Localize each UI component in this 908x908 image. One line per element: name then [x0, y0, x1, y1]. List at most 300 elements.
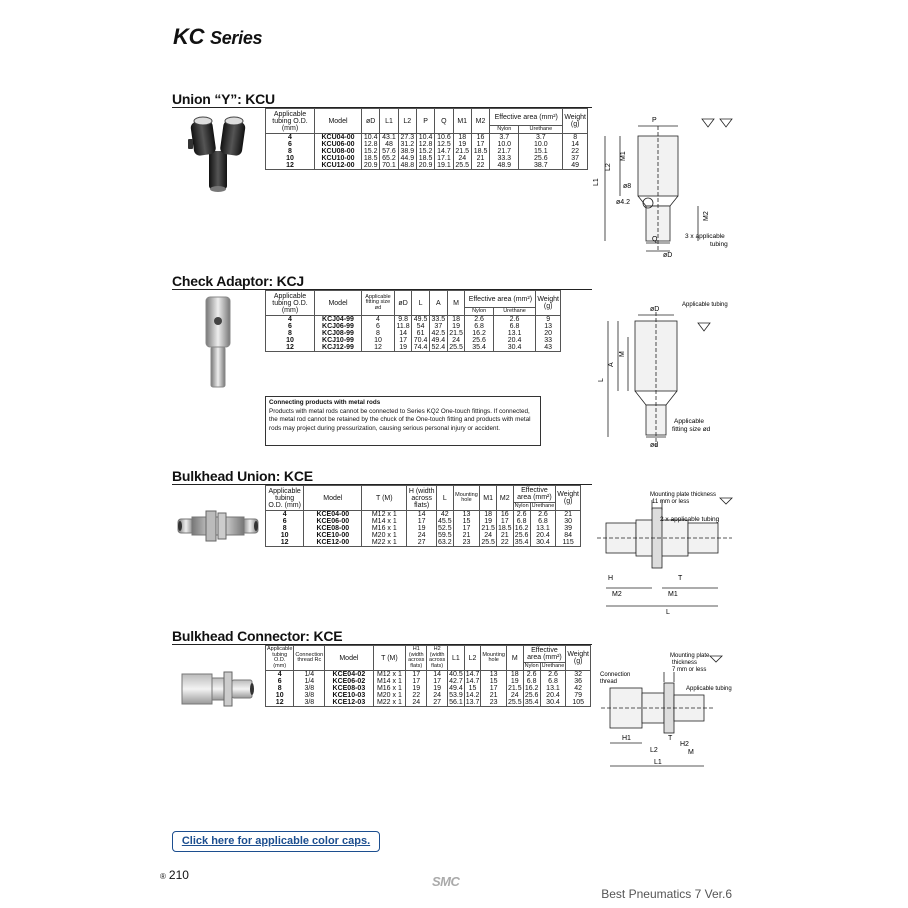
table-cell: 1/4	[294, 671, 325, 679]
dim-label: 7 mm or less	[672, 667, 707, 673]
table-cell: 13	[453, 511, 480, 519]
table-cell: 18	[480, 511, 497, 519]
table-cell: 115	[556, 539, 581, 547]
dim-label: M2	[612, 591, 622, 598]
table-cell: 30.4	[540, 699, 566, 707]
table-cell: 35.4	[514, 539, 529, 546]
col-header: Model	[315, 291, 362, 316]
table-cell: 19	[427, 685, 448, 692]
table-cell: 15	[481, 678, 507, 685]
table-cell: 70.4	[412, 337, 430, 344]
kce-connector-spec-table	[265, 645, 591, 707]
table-row	[266, 692, 591, 699]
table-cell: 30	[556, 518, 581, 525]
table-cell: 2.6	[540, 671, 566, 679]
color-caps-link[interactable]: Click here for applicable color caps.	[172, 831, 380, 852]
table-cell: 6.8	[530, 518, 556, 525]
table-row	[266, 162, 588, 170]
table-cell: 30.4	[530, 539, 556, 547]
table-cell: 13.1	[540, 685, 566, 692]
kcu-dimension-drawing	[590, 111, 750, 261]
dim-label: T	[668, 735, 673, 742]
table-row	[266, 532, 581, 539]
table-cell: KCE08-00	[304, 525, 362, 532]
col-header: Urethane	[541, 662, 565, 669]
dim-label: A	[608, 362, 615, 367]
table-cell: 42.5	[429, 330, 447, 337]
table-row	[266, 525, 581, 532]
table-cell: 21.5	[447, 330, 465, 337]
col-header: M1	[453, 109, 471, 134]
table-cell: 27	[427, 699, 448, 707]
table-cell: 21	[481, 692, 507, 699]
col-header: Applicable tubing O.D. (mm)	[267, 646, 293, 669]
table-row	[266, 678, 591, 685]
table-cell: 61	[412, 330, 430, 337]
table-cell: 24	[407, 532, 437, 539]
col-header: Model	[325, 646, 373, 671]
table-cell: 14.7	[435, 148, 453, 155]
table-row	[266, 518, 581, 525]
dim-label: L	[666, 609, 670, 616]
table-cell: 49.4	[449, 685, 463, 692]
table-row	[266, 539, 581, 547]
footer-catalog-title: Best Pneumatics 7 Ver.6	[601, 887, 732, 901]
dim-label: P	[652, 117, 657, 124]
table-cell: 18.5	[416, 155, 434, 162]
table-cell: 22	[406, 692, 427, 699]
table-cell: 19.1	[435, 162, 453, 170]
table-cell: 9.8	[395, 316, 412, 324]
table-cell: 53.9	[449, 692, 463, 699]
col-header: Weight (g)	[536, 291, 561, 316]
table-row	[266, 316, 561, 324]
table-cell: 18	[506, 671, 523, 679]
table-cell: 6.8	[493, 323, 536, 330]
table-cell: 25.6	[465, 337, 493, 344]
table-cell: 12	[266, 699, 294, 707]
table-cell: 1/4	[294, 678, 325, 685]
note-title: Connecting products with metal rods	[269, 399, 381, 406]
table-cell: 105	[566, 699, 591, 707]
table-cell: 17	[395, 337, 412, 344]
kcu-spec-table	[265, 108, 588, 170]
table-cell: 12.5	[435, 141, 453, 148]
table-cell: 8	[266, 148, 315, 155]
table-cell: 17.1	[435, 155, 453, 162]
table-cell: 2.6	[523, 671, 540, 679]
table-cell: 9	[536, 316, 561, 324]
table-cell: 17	[406, 671, 427, 679]
dim-label: 3 x applicable	[685, 233, 725, 240]
table-cell: M16 x 1	[362, 525, 407, 532]
table-cell: 43	[536, 344, 561, 352]
table-cell: KCE06-02	[325, 678, 373, 685]
table-cell: 49.4	[429, 337, 447, 344]
table-cell: M12 x 1	[373, 671, 406, 679]
col-header: Nylon	[465, 308, 493, 316]
table-cell: 56.1	[449, 699, 463, 706]
table-cell: 25.6	[524, 692, 539, 699]
col-header: M1	[480, 486, 497, 511]
kcj-spec-table	[265, 290, 561, 352]
table-cell: 8	[266, 685, 294, 692]
col-header: L	[412, 291, 430, 316]
table-cell: M20 x 1	[373, 692, 406, 699]
table-cell: 54	[412, 323, 430, 330]
table-cell: 10.4	[416, 134, 434, 142]
table-cell: KCE04-02	[325, 671, 373, 679]
table-cell: 25.6	[519, 155, 563, 162]
table-cell: KCE04-00	[304, 511, 362, 519]
kce-dimension-drawing	[592, 488, 752, 618]
table-cell: 16.2	[465, 330, 493, 337]
section-title-kce-connector: Bulkhead Connector: KCE	[172, 628, 343, 644]
table-cell: 15.1	[519, 148, 563, 155]
table-cell: 33.5	[429, 316, 447, 324]
table-cell: 19	[453, 141, 471, 148]
table-cell: 10	[266, 532, 304, 539]
table-cell: 4	[266, 671, 294, 679]
table-cell: 27.3	[398, 134, 416, 142]
table-cell: 21	[453, 532, 480, 539]
dim-label: H	[608, 575, 614, 582]
table-cell: 3/8	[294, 692, 325, 699]
table-cell: 22	[563, 148, 588, 155]
table-cell: 33	[536, 337, 561, 344]
table-row	[266, 337, 561, 344]
table-cell: 13.7	[465, 699, 480, 706]
col-header: Nylon	[524, 662, 539, 669]
table-cell: 42	[566, 685, 591, 692]
table-cell: 12	[266, 162, 315, 170]
dim-label: Mounting plate	[670, 653, 710, 659]
table-cell: 19	[407, 525, 437, 532]
dim-label: T	[678, 575, 683, 582]
table-cell: 20	[536, 330, 561, 337]
kce-connector-dimension-drawing	[596, 648, 756, 773]
table-row	[266, 323, 561, 330]
table-cell: M14 x 1	[362, 518, 407, 525]
col-header: Model	[315, 109, 362, 134]
table-cell: 4	[266, 316, 315, 324]
dim-label: L	[598, 378, 605, 382]
table-row	[266, 155, 588, 162]
table-cell: 42	[436, 511, 453, 519]
table-cell: KCU06-00	[315, 141, 362, 148]
kce-product-photo	[176, 510, 260, 542]
table-cell: 57.6	[380, 148, 398, 155]
table-cell: 3/8	[294, 685, 325, 692]
table-cell: 35.4	[465, 344, 493, 352]
table-cell: 32	[566, 671, 591, 679]
table-cell: 22	[471, 162, 489, 170]
dim-label: M1	[620, 151, 627, 161]
table-cell: 14	[395, 330, 412, 337]
col-header: H2 (width across flats)	[427, 646, 448, 671]
table-cell: 24	[427, 692, 448, 699]
table-cell: 17	[471, 141, 489, 148]
table-cell: 38.7	[519, 162, 563, 170]
table-cell: 14	[563, 141, 588, 148]
table-cell: 6	[266, 518, 304, 525]
col-header: T (M)	[373, 646, 406, 671]
dim-label: Q	[652, 236, 658, 243]
table-cell: 12	[266, 539, 304, 547]
table-cell: KCJ10-99	[315, 337, 362, 344]
dim-label: Connection	[600, 672, 631, 678]
col-header: L2	[398, 109, 416, 134]
table-cell: 12.8	[416, 141, 434, 148]
table-cell: 25.6	[514, 532, 529, 539]
dim-label: M	[688, 749, 694, 756]
dim-label: L2	[650, 747, 658, 754]
dim-label: Applicable tubing	[682, 302, 728, 308]
table-cell: 4	[266, 134, 315, 142]
table-cell: 17	[406, 678, 427, 685]
table-cell: KCE10-03	[325, 692, 373, 699]
table-cell: 2.6	[493, 316, 536, 324]
table-cell: 52.5	[437, 525, 452, 532]
table-cell: 18.5	[362, 155, 380, 162]
section-title-kcu: Union “Y”: KCU	[172, 91, 275, 107]
table-cell: 19	[506, 678, 523, 685]
dim-label: 2 x applicable tubing	[660, 516, 720, 523]
table-cell: 10	[266, 337, 315, 344]
table-cell: 36	[566, 678, 591, 685]
page-number: ® 210	[160, 868, 189, 882]
series-title: KC Series	[173, 24, 263, 49]
table-cell: M22 x 1	[362, 539, 407, 547]
table-cell: 16	[471, 134, 489, 142]
table-cell: 23	[481, 699, 507, 707]
table-cell: 19	[406, 685, 427, 692]
table-cell: 17	[407, 518, 437, 525]
table-cell: 3.7	[490, 134, 519, 142]
table-cell: 13	[536, 323, 561, 330]
table-cell: KCE08-03	[325, 685, 373, 692]
col-header: Applicable tubing O.D. (mm)	[266, 109, 315, 134]
table-cell: 65.2	[380, 155, 398, 162]
col-header: Nylon	[514, 502, 529, 509]
table-cell: 2.6	[530, 511, 556, 519]
col-header: Mounting hole	[453, 486, 480, 511]
table-cell: 48.8	[398, 162, 416, 170]
table-cell: 21	[556, 511, 581, 519]
dim-label: 11 mm or less	[652, 499, 690, 505]
table-cell: 23	[453, 539, 480, 547]
table-cell: 2.6	[465, 316, 493, 324]
table-cell: 27	[407, 539, 437, 547]
table-cell: 25.5	[447, 344, 465, 352]
col-header: L2	[464, 646, 481, 671]
table-row	[266, 141, 588, 148]
dim-label: ø8	[623, 183, 632, 190]
table-cell: 6	[266, 678, 294, 685]
dim-label: Mounting plate thickness	[650, 492, 717, 498]
table-cell: 52.4	[429, 344, 447, 352]
col-header: Applicable tubing O.D. (mm)	[266, 291, 315, 316]
table-cell: 6.8	[523, 678, 540, 685]
table-cell: 10.6	[435, 134, 453, 142]
table-cell: 20.4	[530, 532, 556, 539]
col-header: A	[429, 291, 447, 316]
table-cell: 8	[266, 330, 315, 337]
table-cell: 6.8	[465, 323, 493, 330]
table-cell: 21.5	[507, 685, 522, 692]
dim-label: Applicable tubing	[686, 686, 732, 692]
table-cell: 8	[266, 525, 304, 532]
table-cell: 2.6	[513, 511, 530, 519]
dim-label: Applicable	[674, 418, 704, 425]
table-cell: 14.2	[465, 692, 480, 699]
table-cell: 14.7	[465, 678, 480, 685]
table-cell: 17	[496, 518, 513, 525]
table-cell: 6	[362, 323, 395, 330]
table-cell: 35.4	[524, 699, 539, 706]
table-cell: 15.2	[416, 148, 434, 155]
table-cell: 18	[447, 316, 465, 324]
table-cell: M22 x 1	[373, 699, 406, 707]
col-header: M2	[471, 109, 489, 134]
table-cell: 21	[496, 532, 513, 539]
table-cell: 59.5	[437, 532, 452, 539]
dim-label: H2	[680, 741, 689, 748]
col-header: M	[447, 291, 465, 316]
table-cell: KCU04-00	[315, 134, 362, 142]
table-cell: 49	[563, 162, 588, 170]
table-cell: 37	[563, 155, 588, 162]
table-cell: 4	[266, 511, 304, 519]
col-header: H (width across flats)	[408, 487, 435, 509]
table-cell: 42.7	[449, 678, 463, 685]
col-header: L1	[380, 109, 398, 134]
table-cell: 22	[496, 539, 513, 547]
table-cell: 10.0	[519, 141, 563, 148]
table-cell: 6.8	[513, 518, 530, 525]
col-header: Weight (g)	[566, 646, 591, 671]
table-cell: 33.3	[490, 155, 519, 162]
table-row	[266, 671, 591, 679]
table-cell: 16	[496, 511, 513, 519]
dim-label: L1	[593, 178, 600, 186]
col-header: M	[506, 646, 523, 671]
col-header: Effective area (mm²)	[513, 486, 556, 503]
table-cell: 16.2	[524, 685, 539, 692]
table-cell: 79	[566, 692, 591, 699]
table-cell: 10	[266, 155, 315, 162]
col-header: Urethane	[493, 308, 536, 316]
table-cell: 15	[453, 518, 480, 525]
table-cell: 25.5	[453, 162, 471, 170]
dim-label: thread	[600, 679, 618, 685]
col-header: Connection thread Rc	[294, 646, 325, 671]
table-cell: 10.4	[362, 134, 380, 142]
table-cell: 16.2	[514, 525, 529, 532]
table-cell: 18.5	[471, 148, 489, 155]
table-row	[266, 511, 581, 519]
col-header: Effective area (mm²)	[523, 646, 566, 663]
table-cell: 20.4	[540, 692, 566, 699]
table-cell: 24	[480, 532, 497, 539]
table-cell: 21	[471, 155, 489, 162]
table-cell: M14 x 1	[373, 678, 406, 685]
col-header: Mounting hole	[481, 646, 507, 671]
dim-label: øD	[650, 306, 660, 313]
table-cell: 18	[453, 134, 471, 142]
dim-label: M	[619, 351, 626, 357]
table-cell: 15.2	[362, 148, 380, 155]
table-cell: 13	[481, 671, 507, 679]
table-cell: 48	[380, 141, 398, 148]
table-cell: 17	[427, 678, 448, 685]
table-cell: M20 x 1	[362, 532, 407, 539]
dim-label: M2	[703, 211, 710, 221]
table-cell: 40.5	[449, 671, 463, 678]
table-cell: M12 x 1	[362, 511, 407, 519]
col-header: Nylon	[490, 126, 519, 134]
table-cell: KCE12-00	[304, 539, 362, 547]
table-cell: 20.4	[493, 337, 536, 344]
dim-label: ød	[650, 442, 659, 449]
table-cell: KCE12-03	[325, 699, 373, 707]
kcj-dimension-drawing	[588, 297, 748, 452]
warning-note	[265, 396, 541, 446]
table-cell: M16 x 1	[373, 685, 406, 692]
dim-label: ø4.2	[616, 199, 631, 206]
table-cell: 11.8	[395, 323, 412, 330]
table-cell: 14.7	[465, 671, 480, 678]
col-header: Q	[435, 109, 453, 134]
table-cell: 74.4	[412, 344, 430, 352]
col-header: H1 (width across flats)	[406, 646, 427, 671]
col-header: Urethane	[531, 502, 555, 509]
table-cell: 3.7	[519, 134, 563, 142]
table-cell: 48.9	[490, 162, 519, 170]
table-cell: 13.1	[530, 525, 556, 532]
table-cell: 44.9	[398, 155, 416, 162]
dim-label: fitting size ød	[672, 426, 711, 433]
table-cell: 10	[266, 692, 294, 699]
table-cell: 24	[453, 155, 471, 162]
table-cell: 8	[362, 330, 395, 337]
table-cell: 25.5	[507, 699, 522, 706]
table-row	[266, 344, 561, 352]
table-cell: 12	[362, 344, 395, 352]
table-cell: 39	[556, 525, 581, 532]
col-header: L1	[448, 646, 465, 671]
col-header: Effective area (mm²)	[490, 109, 563, 126]
kcj-product-photo	[200, 295, 236, 390]
table-cell: 4	[362, 316, 395, 324]
table-cell: 24	[506, 692, 523, 699]
table-row	[266, 148, 588, 155]
table-cell: 12	[266, 344, 315, 352]
col-header: øD	[362, 109, 380, 134]
table-cell: KCJ06-99	[315, 323, 362, 330]
table-cell: 49.5	[412, 316, 430, 324]
table-cell: 14	[407, 511, 437, 519]
col-header: Applicable tubing O.D. (mm)	[266, 486, 304, 511]
kce-connector-product-photo	[180, 668, 256, 710]
table-cell: KCU12-00	[315, 162, 362, 170]
table-cell: 8	[563, 134, 588, 142]
table-cell: 25.5	[481, 539, 495, 546]
table-cell: 10	[362, 337, 395, 344]
table-cell: 38.9	[398, 148, 416, 155]
table-cell: 21.7	[490, 148, 519, 155]
table-cell: 31.2	[398, 141, 416, 148]
